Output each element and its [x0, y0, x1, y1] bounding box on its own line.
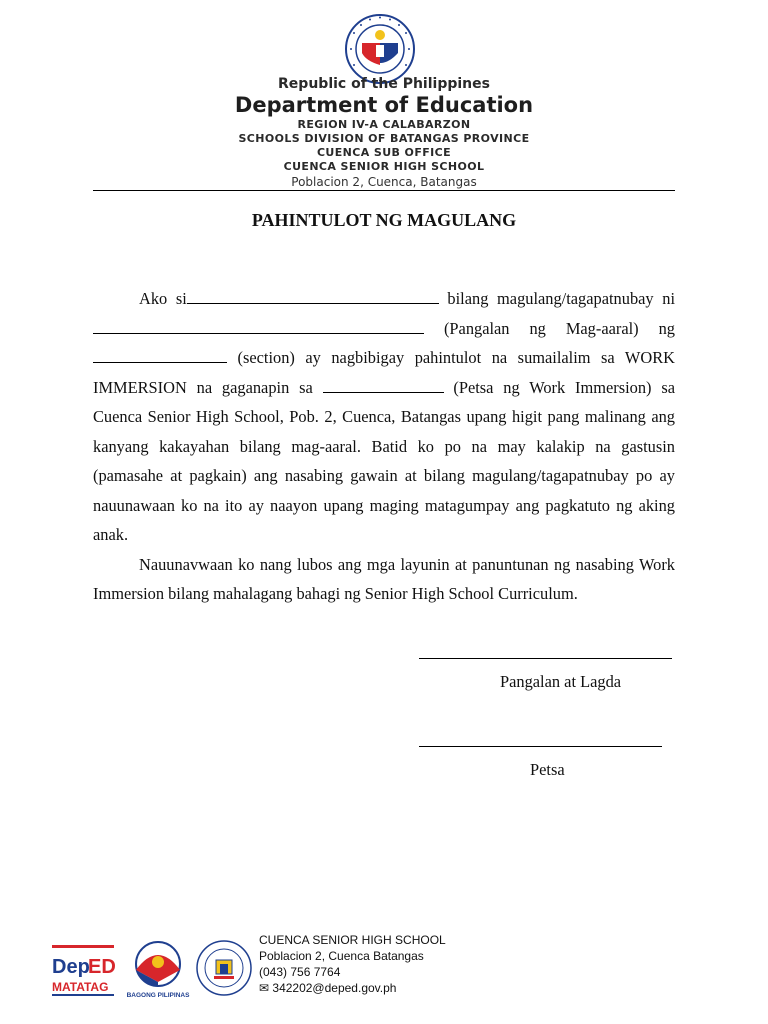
section-blank[interactable] [93, 348, 227, 363]
paragraph-1 [93, 284, 675, 550]
p1-text-d: (section) ay nagbibigay pahintulot na sumailalim sa WORK IMMERSION na gaganapin sa [93, 348, 675, 397]
footer-phone: (043) 756 7764 [259, 965, 341, 979]
student-name-blank[interactable] [93, 319, 424, 334]
footer-school: CUENCA SENIOR HIGH SCHOOL [259, 933, 446, 947]
p1-text-b: bilang magulang/tagapatnubay ni [438, 289, 675, 308]
footer-address: Poblacion 2, Cuenca Batangas [259, 949, 424, 963]
header-school: CUENCA SENIOR HIGH SCHOOL [283, 160, 485, 173]
cuenca-shs-seal-icon [196, 940, 252, 996]
header-division: SCHOOLS DIVISION OF BATANGAS PROVINCE [238, 132, 530, 145]
footer-email[interactable]: ✉ 342202@deped.gov.ph [259, 981, 397, 995]
svg-text:Dep: Dep [52, 956, 90, 978]
p1-text-c: (Pangalan ng Mag-aaral) ng [424, 318, 675, 338]
header-region: REGION IV-A CALABARZON [297, 118, 471, 131]
parent-name-blank[interactable] [187, 289, 439, 304]
date-label: Petsa [530, 760, 565, 779]
deped-seal-icon [344, 13, 416, 85]
svg-text:ED: ED [88, 956, 116, 978]
footer-contact [259, 932, 446, 996]
p1-text-a: Ako si [139, 289, 187, 308]
bagong-pilipinas-logo-icon [126, 940, 190, 1000]
svg-text:MATATAG: MATATAG [52, 980, 109, 994]
immersion-date-blank[interactable] [323, 378, 444, 393]
document-body [93, 284, 675, 609]
document-title: PAHINTULOT NG MAGULANG [251, 210, 517, 230]
svg-text:BAGONG PILIPINAS: BAGONG PILIPINAS [126, 992, 190, 999]
header-republic: Republic of the Philippines [278, 76, 490, 92]
signature-label: Pangalan at Lagda [500, 672, 622, 691]
header-sub-office: CUENCA SUB OFFICE [316, 146, 452, 159]
deped-matatag-logo-icon [50, 943, 116, 999]
header-address: Poblacion 2, Cuenca, Batangas [291, 175, 477, 189]
p1-text-e: (Petsa ng Work Immersion) sa Cuenca Senior High School, Pob. 2, Cuenca, Batangas upang higit pang malinang ang kanyang kakayahan bilang mag-aaral. Batid ko po na may kalakip na gastusin (pamasahe at pagkain) ang nasabing gawain at bilang magulang/tagapatnubay po ay nauunawaan ko na ito ay naayon upang maging matagumpay ang pagkatuto ng aking anak. [93, 377, 675, 544]
date-line[interactable] [419, 746, 662, 747]
paragraph-2: Nauunavwaan ko nang lubos ang mga layunin at panuntunan ng nasabing Work Immersion bilang mahalagang bahagi ng Senior High School Curriculum. [93, 554, 675, 603]
header-divider [93, 190, 675, 191]
signature-line[interactable] [419, 658, 672, 659]
header-department: Department of Education [234, 93, 534, 117]
